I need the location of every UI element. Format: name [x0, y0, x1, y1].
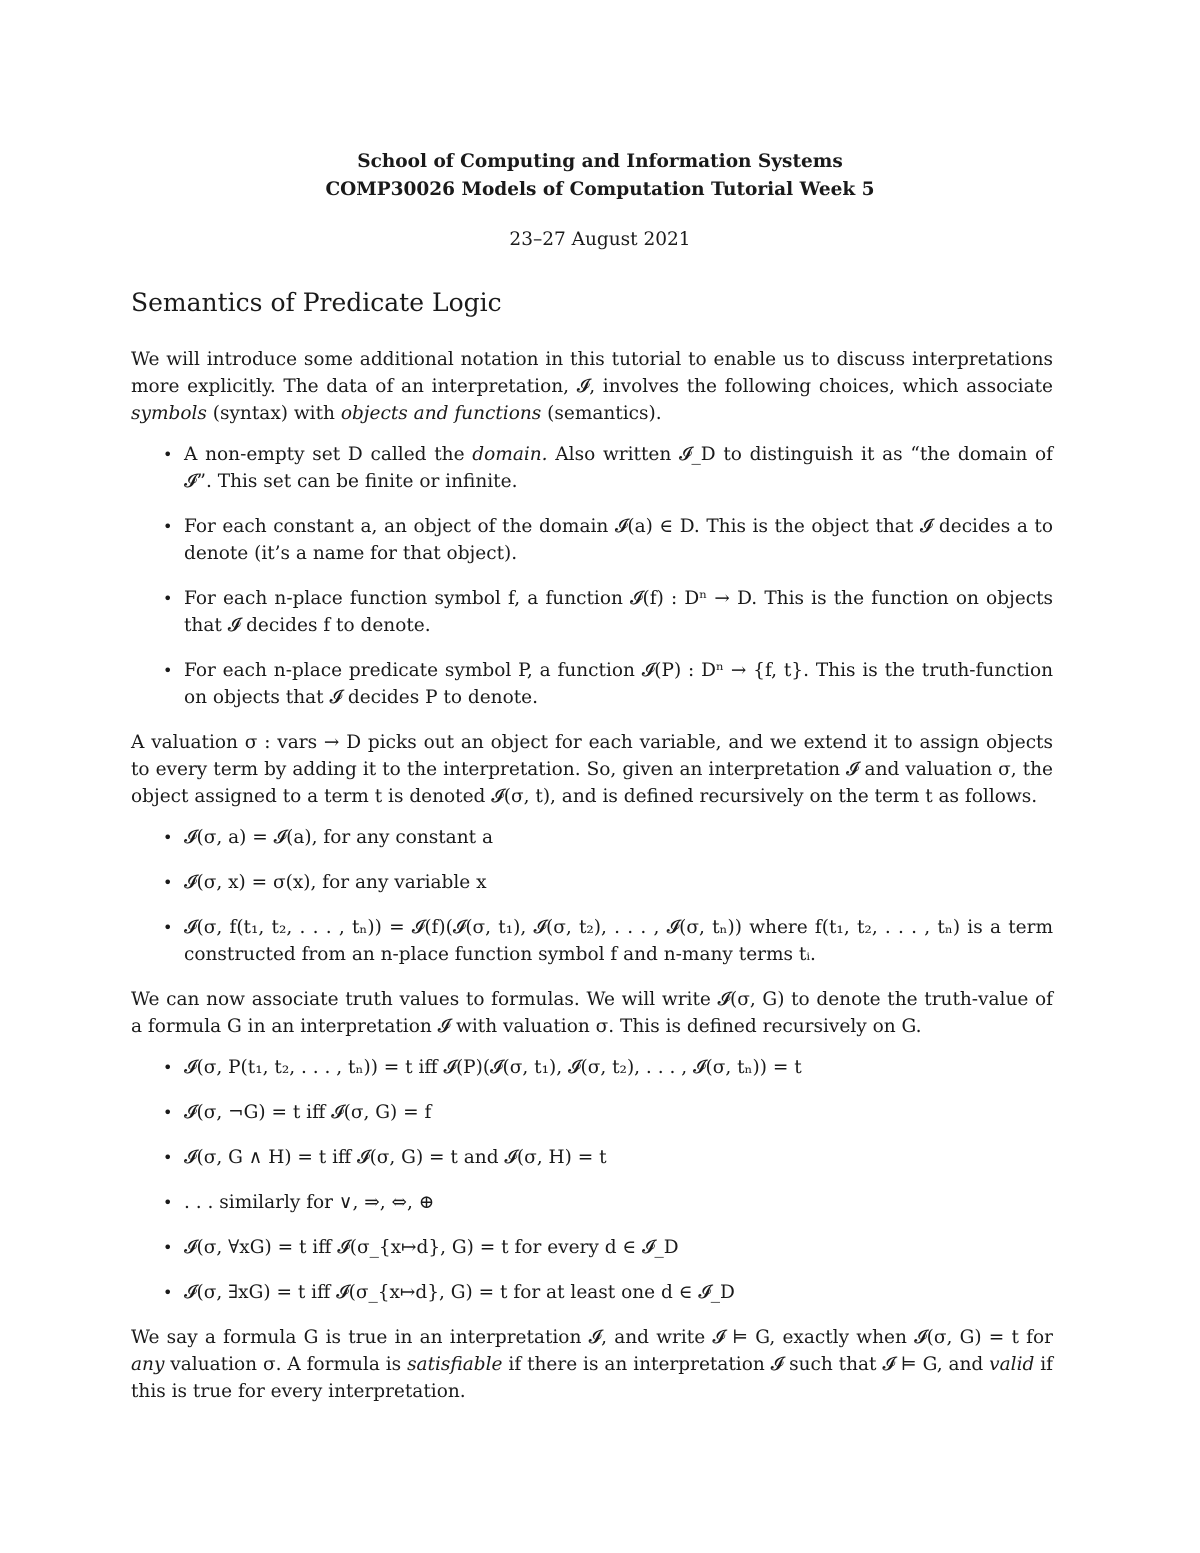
list-item: • For each n-place predicate symbol P, a function 𝓘(P) : Dⁿ → {f, t}. This is the truth-function on objects that 𝓘 decides P to denote. — [131, 657, 1053, 711]
section-title: Semantics of Predicate Logic — [131, 288, 502, 317]
list-item: • 𝓘(σ, G ∧ H) = t iff 𝓘(σ, G) = t and 𝓘(σ, H) = t — [131, 1144, 1053, 1171]
emphasis-objects: objects and functions — [340, 403, 542, 424]
list-item: • For each n-place function symbol f, a function 𝓘(f) : Dⁿ → D. This is the function on objects that 𝓘 decides f to denote. — [131, 585, 1053, 639]
interpretation-choices-list — [131, 441, 1053, 711]
definition-paragraph: We say a formula G is true in an interpretation 𝓘, and write 𝓘 ⊨ G, exactly when 𝓘(σ, G) = t for any valuation σ. A formula is satisfiable if there is an interpretation 𝓘 such that 𝓘 ⊨ G, and valid if this is true for every interpretation. — [131, 1327, 1054, 1402]
list-item: • For each constant a, an object of the domain 𝓘(a) ∈ D. This is the object that 𝓘 decides a to denote (it’s a name for that object). — [131, 513, 1053, 567]
term-rules-list — [131, 824, 1053, 968]
formula-rules-list — [131, 1054, 1053, 1306]
list-item: • 𝓘(σ, a) = 𝓘(a), for any constant a — [131, 824, 1053, 851]
tutorial-date: 23–27 August 2021 — [509, 229, 691, 250]
list-item: • 𝓘(σ, P(t₁, t₂, . . . , tₙ)) = t iff 𝓘(P)(𝓘(σ, t₁), 𝓘(σ, t₂), . . . , 𝓘(σ, tₙ)) = t — [131, 1054, 1053, 1081]
list-item: • 𝓘(σ, ∀xG) = t iff 𝓘(σ_{x↦d}, G) = t for every d ∈ 𝓘_D — [131, 1234, 1053, 1261]
document-body — [131, 286, 1053, 1419]
school-name: School of Computing and Information Systems — [357, 151, 843, 172]
list-item: • 𝓘(σ, x) = σ(x), for any variable x — [131, 869, 1053, 896]
valuation-paragraph: A valuation σ : vars → D picks out an object for each variable, and we extend it to assign objects to every term by adding it to the interpretation. So, given an interpretation 𝓘 and valuation σ, the object assigned to a term t is denoted 𝓘(σ, t), and is defined recursively on the term t as follows. — [131, 732, 1053, 807]
emphasis-symbols: symbols — [131, 403, 207, 424]
intro-paragraph: We will introduce some additional notation in this tutorial to enable us to discuss interpretations more explicitly. The data of an interpretation, 𝓘, involves the following choices, which associate symbols (syntax) with objects and functions (semantics). — [131, 349, 1053, 424]
list-item: • 𝓘(σ, ∃xG) = t iff 𝓘(σ_{x↦d}, G) = t for at least one d ∈ 𝓘_D — [131, 1279, 1053, 1306]
truth-paragraph: We can now associate truth values to formulas. We will write 𝓘(σ, G) to denote the truth-value of a formula G in an interpretation 𝓘 with valuation σ. This is defined recursively on G. — [131, 989, 1053, 1037]
list-item: • 𝓘(σ, ¬G) = t iff 𝓘(σ, G) = f — [131, 1099, 1053, 1126]
list-item: • 𝓘(σ, f(t₁, t₂, . . . , tₙ)) = 𝓘(f)(𝓘(σ, t₁), 𝓘(σ, t₂), . . . , 𝓘(σ, tₙ)) where f(t₁, t₂, . . . , tₙ) is a term constructed from an n-place function symbol f and n-many terms tᵢ. — [131, 914, 1053, 968]
course-title: COMP30026 Models of Computation Tutorial Week 5 — [325, 179, 875, 200]
list-item: • A non-empty set D called the domain. Also written 𝓘_D to distinguish it as “the domain of 𝓘”. This set can be finite or infinite. — [131, 441, 1053, 495]
list-item: • . . . similarly for ∨, ⇒, ⇔, ⊕ — [131, 1189, 1053, 1216]
document-header — [0, 148, 1200, 254]
